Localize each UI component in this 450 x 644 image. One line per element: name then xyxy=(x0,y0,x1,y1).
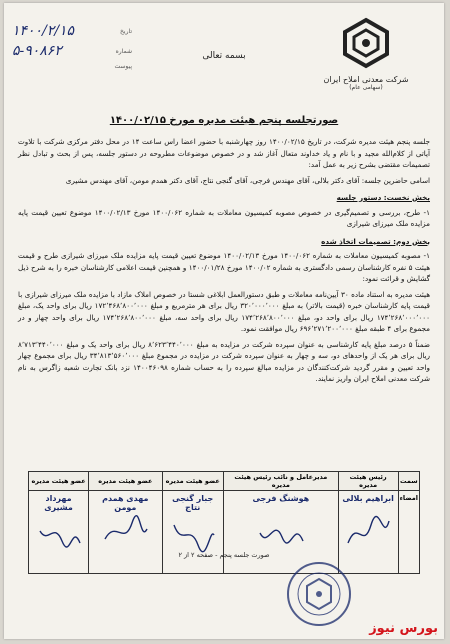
company-logo-icon xyxy=(340,17,392,69)
number-value: ۵-۹۰۸۶۲ xyxy=(12,43,62,59)
signature-cell-member-3 xyxy=(29,491,89,574)
number-label: شماره xyxy=(115,47,132,55)
document-body xyxy=(18,136,430,389)
signature-header-row xyxy=(29,472,420,491)
company-stamp-icon xyxy=(279,559,359,629)
company-logo-block xyxy=(306,17,426,91)
watermark-logo: بورس نیوز xyxy=(369,621,438,636)
sig-header-member-1: عضو هیئت مدیره xyxy=(162,472,223,491)
page-footer: صورت جلسه پنجم - صفحه ۲ از ۲ xyxy=(178,551,270,559)
basmala: بسمه تعالی xyxy=(202,51,246,61)
section2-heading: بخش دوم: تصمیمات اتخاذ شده xyxy=(321,236,430,246)
date-value: ۱۴۰۰/۲/۱۵ xyxy=(12,23,75,39)
resolution-paragraph-2: ضمناً ۵ درصد مبلغ پایه کارشناسی به عنوان سپرده شرکت در مزایده به مبلغ ۸٬۶۲۳٬۴۴۰٬۰۰۰ ریال برای واحد یک و مبلغ ۸٬۷۱۳٬۴۴۰٬۰۰۰ ریال برای هر یک از واحدهای دو، سه و چهار به عنوان سپرده شرکت در مزایده در مجموع مبلغ ۳۴٬۸۱۳٬۵۶۰٬۰۰۰ ریال برای مجموع چهار واحد تعیین و مقرر گردید شرکت‌کنندگان در مزایده مبالغ سپرده را به حساب شماره ۱۴۰۰۴۶۰۹۸ نزد بانک تجارت شعبه زاگرس به نام شرکت معدنی املاح ایران واریز نمایند. xyxy=(18,339,431,383)
section2-item: ۱- مصوبه کمیسیون معاملات به شماره ۱۴۰۰/۰۶۲ مورخ ۱۴۰۰/۰۲/۱۳ موضوع تعیین قیمت پایه مزایده ملک میرزای شیرازی طرح و قیمت هیئت ۵ نفره کارشناسان رسمی دادگستری به شماره ۱۴۰۰/۰۲ مورخ ۱۴۰۰/۰۱/۲۸ و همچنین قیمت اعلامی کارشناسان خبره را به شرح ذیل گشایش و قرائت نمود: xyxy=(18,251,430,283)
attachment-label: پیوست xyxy=(114,63,132,70)
signature-cell-member-2 xyxy=(89,491,162,574)
signer-name: هوشنگ فرجی xyxy=(252,494,310,503)
signer-name: مهرداد مشیری xyxy=(44,494,73,512)
sig-header-member-3: عضو هیئت مدیره xyxy=(29,472,89,491)
sig-header-ceo: مدیرعامل و نائب رئیس هیئت مدیره xyxy=(223,472,338,491)
document-title: صورتجلسه پنجم هیئت مدیره مورخ ۱۴۰۰/۰۲/۱۵ xyxy=(109,115,339,126)
signature-row-label xyxy=(398,491,419,574)
company-type: (سهامی عام) xyxy=(349,84,383,91)
section1-item: ۱- طرح، بررسی و تصمیم‌گیری در خصوص مصوبه کمیسیون معاملات به شماره ۱۴۰۰/۰۶۲ مورخ ۱۴۰۰/۰۲/۱۳ موضوع تعیین قیمت پایه مزایده ملک میرزای شیرازی xyxy=(18,207,430,228)
number-row xyxy=(12,41,132,61)
attendees-paragraph: اسامی حاضرین جلسه: آقای دکتر بلالی، آقای مهندس فرجی، آقای گنجی نتاج، آقای دکتر همدم مومن، آقای مهندس مشیری xyxy=(65,175,430,185)
date-row xyxy=(12,21,132,41)
signer-name: جبار گنجی نتاج xyxy=(172,494,214,512)
date-label: تاریخ xyxy=(120,27,132,35)
signature-scribble-icon xyxy=(343,513,393,553)
intro-paragraph: جلسه پنجم هیئت مدیره شرکت، در تاریخ ۱۴۰۰/۰۲/۱۵ روز چهارشنبه با حضور اعضا راس ساعت ۱۴ در محل دفتر مرکزی شرکت با تلاوت آیاتی از کلام‌الله مجید و با نام و یاد خداوند متعال آغاز شد و در خصوص موضوعات مطروحه در دستور جلسه، پس از بحث و تبادل نظر تصمیمات مقتضی بشرح زیر به عمل آمد: xyxy=(18,137,430,169)
sig-header-role: سمت xyxy=(398,472,419,491)
document-page xyxy=(4,3,444,639)
resolution-paragraph-1: هیئت مدیره به استناد ماده ۳۰ آیین‌نامه معاملات و طبق دستورالعمل ابلاغی شستا در خصوص املاک مازاد با مزایده ملک میرزای شیرازی با قیمت پایه کارشناسان خبره (قیمت بالاتر) به مبلغ ۳۲۰٬۰۰۰٬۰۰۰ ریال برای هر مترمربع و مبلغ ۱۷۲٬۴۶۸٬۸۰۰٬۰۰۰ ریال برای واحد یک، مبلغ ۱۷۴٬۲۶۸٬۰۰۰٬۰۰۰ ریال برای واحد دو، مبلغ ۱۷۴٬۲۶۸٬۸۰۰٬۰۰۰ ریال برای واحد سه، مبلغ ۱۷۴٬۲۶۸٬۸۰۰٬۰۰۰ ریال برای واحد چهار و در مجموع برای ۴ طبقه مبلغ ۶۹۶٬۲۷۱٬۲۰۰٬۰۰۰ ریال موافقت نمود. xyxy=(18,289,431,333)
sig-header-member-2: عضو هیئت مدیره xyxy=(89,472,162,491)
signature-scribble-icon xyxy=(34,513,84,553)
signature-row xyxy=(29,491,420,574)
company-name: شرکت معدنی املاح ایران xyxy=(323,75,409,84)
signature-cell-member-1 xyxy=(162,491,223,574)
letter-meta xyxy=(12,21,132,70)
signer-name: ابراهیم بلالی xyxy=(342,494,394,503)
sig-header-chairman: رئیس هیئت مدیره xyxy=(338,472,398,491)
signature-scribble-icon xyxy=(100,513,150,553)
signature-scribble-icon xyxy=(168,513,218,553)
signer-name: مهدی همدم مومن xyxy=(102,494,149,512)
section1-heading: بخش نخست: دستور جلسه xyxy=(336,193,430,202)
signature-scribble-icon xyxy=(256,513,306,553)
signature-label: امضاء xyxy=(399,494,418,502)
